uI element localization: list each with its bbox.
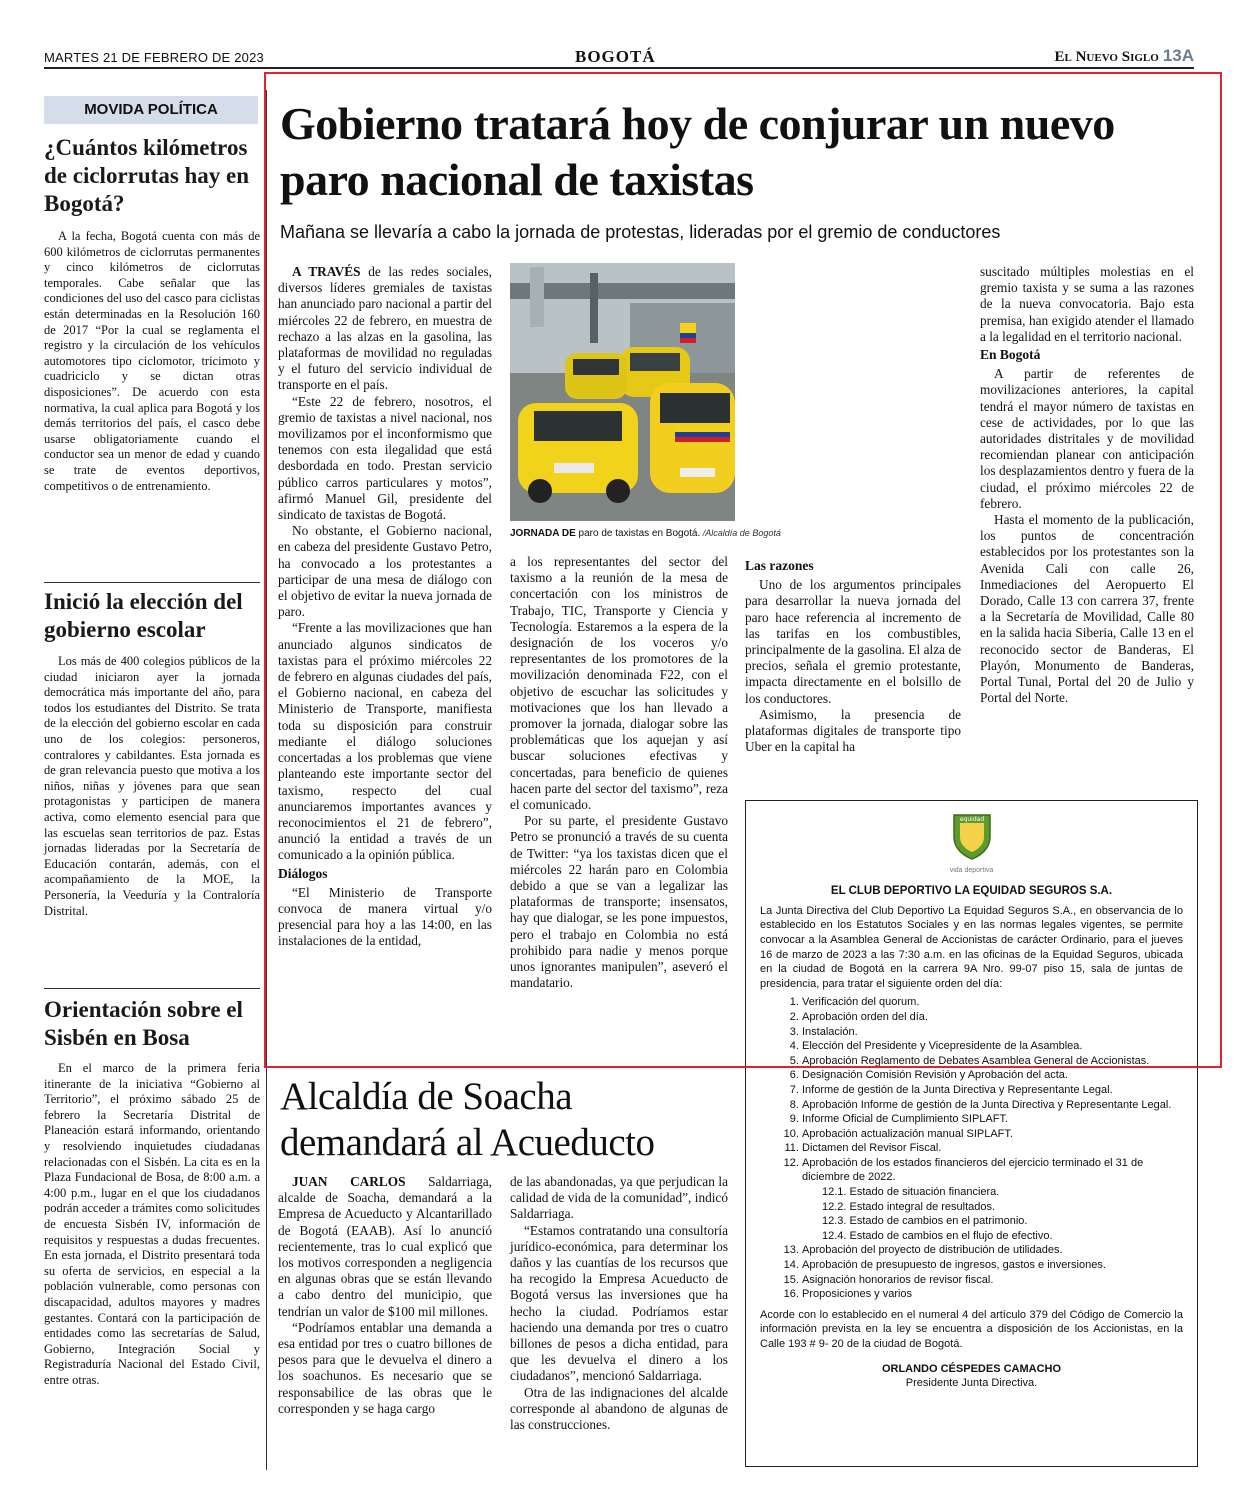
article-column-1: A TRAVÉS de las redes sociales, diversos líderes gremiales de taxistas han anunciado paro nacional a partir del miércoles 22 de febrero, en muestra de rechazo a las alzas en la gasolina, las plataformas de movilidad no reguladas y el futuro del servicio individual de transporte en el país. “Este 22 de febrero, nosotros, el gremio de taxistas a nivel nacional, nos movilizamos por el inconformismo que tenemos con esta ilegalidad que está desbordada en todo. Prestan servicio público carros particulares y motos”, afirmó Manuel Gil, presidente del sindicato de taxistas de Bogotá. No obstante, el Gobierno nacional, en cabeza del presidente Gustavo Petro, ha convocado a los protestantes a participar de una mesa de diálogo con el objetivo de evitar la nueva jornada de paro. “Frente a las movilizaciones que han anunciado algunos sindicatos de taxistas para el próximo miércoles 22 de febrero en algunas ciudades del país, el Gobierno nacional, en cabeza del Ministerio de Transporte, manifiesta toda su disposición para construir mediante el diálogo soluciones concertadas a los problemas que viene planteando este importante sector del taxismo, respecto del cual anunciaremos importantes avances y reconocimientos el 21 de febrero”, anunció la entidad a través de un comunicado a la opinión pública. Diálogos “El Ministerio de Transporte convoca de manera virtual y/o presencial para hoy a las 14:00, en las instalaciones de la entidad,: [278, 264, 492, 949]
agenda-item: 6. Designación Comisión Revisión y Aprobación del acta.: [802, 1068, 1183, 1083]
notice-intro: La Junta Directiva del Club Deportivo La Equidad Seguros S.A., en observancia de lo establecido en los Estatutos Sociales y en las normas legales vigentes, se permite convocar a la Asamblea General de Accionistas de carácter Ordinario, para el jueves 16 de marzo de 2023 a las 7:30 a.m. en las oficinas de la Equidad Seguros, ubicada en la ciudad de Bogotá en la carrera 9A Nro. 99-07 piso 15, sala de juntas de presidencia, para tratar el siguiente orden del día:: [760, 904, 1183, 990]
agenda-item: 8. Aprobación Informe de gestión de la Junta Directiva y Representante Legal.: [802, 1098, 1183, 1113]
agenda-item: 11. Dictamen del Revisor Fiscal.: [802, 1141, 1183, 1156]
subheading-en-bogota: En Bogotá: [980, 347, 1041, 363]
brief-3-body: En el marco de la primera feria itinerante de la iniciativa “Gobierno al Territorio”, el próximo sábado 25 de febrero la Secretaría Distrital de Planeación estará informando, orientando y resolviendo inquietudes ciudadanas relacionadas con el Sisbén. La cita es en la Plaza Fundacional de Bosa, de 8:00 a.m. a 4:00 p.m., lugar en el que los ciudadanos podrán acceder a trámites como solicitudes de encuesta Sisbén IV, información de requisitos y respuestas a dudas frecuentes. En esta jornada, el Distrito presentará toda su oferta de servicios, en especial a la población vulnerable, como personas con discapacidad, adultos mayores y madres gestantes. Contará con la participación de entidades como las secretarías de Salud, Gobierno, Integración Social y Registraduría Nacional del Estado Civil, entre otras.: [44, 1061, 260, 1387]
agenda-item: 7. Informe de gestión de la Junta Directiva y Representante Legal.: [802, 1083, 1183, 1098]
brief-2-title: Inició la elección del gobierno escolar: [44, 589, 243, 642]
sidebar-divider: [44, 582, 260, 583]
photo-caption: JORNADA DE paro de taxistas en Bogotá. /Alcaldía de Bogotá: [510, 528, 781, 539]
agenda-item: 10. Aprobación actualización manual SIPLAFT.: [802, 1127, 1183, 1142]
second-column-2: de las abandonadas, ya que perjudican la calidad de vida de la comunidad”, indicó Saldarriaga. “Estamos contratando una consultoría jurídico-económica, para determinar los daños y las cuantías de los recursos que ha recogido la Empresa Acueducto de Bogotá versus las inversiones que ha hecho la ciudad. Podríamos estar haciendo una demanda por tres o cuatro billones de pesos a dicha entidad, para que les devuelva el dinero a los ciudadanos”, mencionó Saldarriaga. Otra de las indignaciones del alcalde corresponde al abandono de algunas de las construcciones.: [510, 1174, 728, 1433]
agenda-item: 14. Aprobación de presupuesto de ingresos, gastos e inversiones.: [802, 1258, 1183, 1273]
sidebar-divider: [44, 988, 260, 989]
photo-credit: /Alcaldía de Bogotá: [700, 528, 781, 538]
notice-title: EL CLUB DEPORTIVO LA EQUIDAD SEGUROS S.A.: [830, 885, 1113, 898]
masthead: [1055, 46, 1195, 66]
article-column-3: Las razones Uno de los argumentos principales para desarrollar la nueva jornada del paro hace referencia al incremento de las tarifas en los combustibles, principalmente de la gasolina. El alza de precios, señala el gremio protestante, impacta directamente en el bolsillo de los conductores. Asimismo, la presencia de plataformas digitales de transporte tipo Uber en la capital ha: [745, 558, 961, 755]
brief-1-body: A la fecha, Bogotá cuenta con más de 600 kilómetros de ciclorrutas permanentes y cinco kilómetros de ciclorrutas temporales. Cabe señalar que las condiciones del uso del casco para ciclistas están determinadas en la Resolución 160 de 2017 “Por la cual se reglamenta el registro y la circulación de los vehículos automotores tipo ciclomotor, tricimoto y cuadriciclo y se dictan otras disposiciones”. De acuerdo con esta normativa, la cual aplica para Bogotá y los demás territorios del país, el casco debe usarse obligatoriamente cuando el conductor sea un menor de edad y cuando se trate de eventos deportivos, competitivos o de entrenamiento.: [44, 229, 260, 493]
agenda-item: 9. Informe Oficial de Cumplimiento SIPLAFT.: [802, 1112, 1183, 1127]
brief-3-title: Orientación sobre el Sisbén en Bosa: [44, 997, 243, 1050]
signer-role: Presidente Junta Directiva.: [905, 1377, 1038, 1390]
agenda-subitem: 12.4. Estado de cambios en el flujo de efectivo.: [822, 1229, 1053, 1242]
notice-outro: Acorde con lo establecido en el numeral 4 del artículo 379 del Código de Comercio la información prevista en la ley se encuentra a disposición de los Accionistas, en la Calle 193 # 9- 20 de la ciudad de Bogotá.: [760, 1308, 1183, 1350]
second-headline: Alcaldía de Soacha demandará al Acueducto: [280, 1075, 655, 1164]
article-column-4: suscitado múltiples molestias en el gremio taxista y se suma a las razones de la nueva convocatoria. Bajo esta premisa, han exigido atender el llamado a la legalidad en el territorio nacional. En Bogotá A partir de referentes de movilizaciones anteriores, la capital tendrá el mayor número de taxistas en cese de actividades, por lo que las autoridades distritales y de movilidad recomiendan planear con anticipación los desplazamientos dentro y fuera de la ciudad, el próximo miércoles 22 de febrero. Hasta el momento de la publicación, los puntos de concentración establecidos por los protestantes son la Avenida Cali con calle 26, Inmediaciones del Aeropuerto El Dorado, Calle 13 con carrera 37, frente a la Secretaría de Movilidad, Calle 80 en la salida hacia Siberia, Calle 13 en el reconocido sector de Banderas, El Playón, Monumento de Banderas, Portal Tunal, Portal del 20 de Julio y Portal del Norte.: [980, 264, 1194, 706]
agenda-item: 2. Aprobación orden del día.: [802, 1010, 1183, 1025]
issue-date: MARTES 21 DE FEBRERO DE 2023: [44, 50, 264, 65]
sidebar-kicker: MOVIDA POLÍTICA: [44, 96, 258, 124]
agenda-subitem: 12.3. Estado de cambios en el patrimonio.: [822, 1215, 1028, 1228]
agenda-item: 3. Instalación.: [802, 1025, 1183, 1040]
brief-1-title: ¿Cuántos kilómetros de ciclorrutas hay en Bogotá?: [44, 135, 250, 216]
main-subhead: Mañana se llevaría a cabo la jornada de protestas, lideradas por el gremio de conductores: [280, 222, 1001, 242]
agenda-item: 16. Proposiciones y varios: [802, 1287, 1183, 1302]
agenda-item: 13. Aprobación del proyecto de distribución de utilidades.: [802, 1243, 1183, 1258]
page-number: 13A: [1162, 46, 1194, 65]
brief-2-body: Los más de 400 colegios públicos de la ciudad iniciaron ayer la jornada democrática más importante del año, para todos los estudiantes del Distrito. Se trata de la elección del gobierno escolar en cada uno de los colegios: personeros, contralores y cabildantes. Esta jornada es de gran relevancia puesto que motiva a los niños, niñas y jóvenes para que sean protagonistas y participen de manera activa, como elemento esencial para que las escuelas sean territorios de paz. Estas jornadas lideradas por la Secretaría de Educación contarán, además, con el acompañamiento de la MOE, la Personería, la Veeduría y la Contraloría Distrital.: [44, 654, 260, 918]
agenda-subitem: 12.2. Estado integral de resultados.: [822, 1200, 996, 1213]
main-headline: Gobierno tratará hoy de conjurar un nuevo paro nacional de taxistas: [280, 98, 1115, 205]
signer-name: ORLANDO CÉSPEDES CAMACHO: [881, 1362, 1062, 1375]
section-name: BOGOTÁ: [575, 47, 656, 66]
logo-tagline: vida deportiva: [949, 866, 994, 874]
agenda-subitem: 12.1. Estado de situación financiera.: [822, 1186, 1000, 1199]
highlight-box: [264, 72, 1222, 1068]
agenda-list-continued: [760, 1243, 1183, 1301]
agenda-item: 15. Asignación honorarios de revisor fiscal.: [802, 1273, 1183, 1288]
paper-name: El Nuevo Siglo: [1054, 49, 1159, 65]
agenda-item: 1. Verificación del quorum.: [802, 995, 1183, 1010]
agenda-item: 5. Aprobación Reglamento de Debates Asamblea General de Accionistas.: [802, 1054, 1183, 1069]
header-rule: [44, 67, 1194, 69]
lead-in: JUAN CARLOS: [292, 1174, 406, 1189]
lead-in: A TRAVÉS: [292, 264, 361, 279]
second-column-1: JUAN CARLOS Saldarriaga, alcalde de Soacha, demandará a la Empresa de Acueducto y Alcantarillado de Bogotá (EAAB). Así lo anunció recientemente, tras lo cual explicó que los motivos corresponden a negligencia en algunas obras que se están llevando a cabo dentro del municipio, que tendrían un valor de $100 mil millones. “Podríamos entablar una demanda a esa entidad por tres o cuatro billones de pesos para que le devuelva el dinero a los soachunos. Es necesario que se responsabilice de las obras que le corresponden y se haga cargo: [278, 1174, 492, 1416]
subheading-dialogos: Diálogos: [278, 865, 328, 881]
article-column-2: a los representantes del sector del taxismo a la reunión de la mesa de concertación con los ministros de Trabajo, TIC, Transporte y Ciencia y Tecnología. Estaremos a la espera de la designación de los voceros y/o representantes de los promotores de la movilización denominada F22, con el objetivo de escuchar las solicitudes y motivaciones que los han llevado a promover la jornada, dialogar sobre las problemáticas que los aquejan y así buscar soluciones efectivas y concertadas, para beneficio de quienes hacen parte del sector del taxismo”, reza el comunicado. Por su parte, el presidente Gustavo Petro se pronunció a través de su cuenta de Twitter: “ya los taxistas dicen que el miércoles 22 harán paro en Colombia debido a que se van a legalizar las plataformas de transporte; insensatos, hay que dialogar, se les pone impuestos, pero el trabajo en Colombia no está prohibido para nadie y menos porque unos ignorantes manipulen”, aseveró el mandatario.: [510, 554, 728, 991]
subheading-razones: Las razones: [745, 558, 814, 573]
agenda-item: 4. Elección del Presidente y Vicepresidente de la Asamblea.: [802, 1039, 1183, 1054]
logo-wordmark: equidad: [959, 816, 984, 823]
agenda-item: 12. Aprobación de los estados financieros del ejercicio terminado el 31 de diciembre de 2022.: [802, 1156, 1183, 1185]
